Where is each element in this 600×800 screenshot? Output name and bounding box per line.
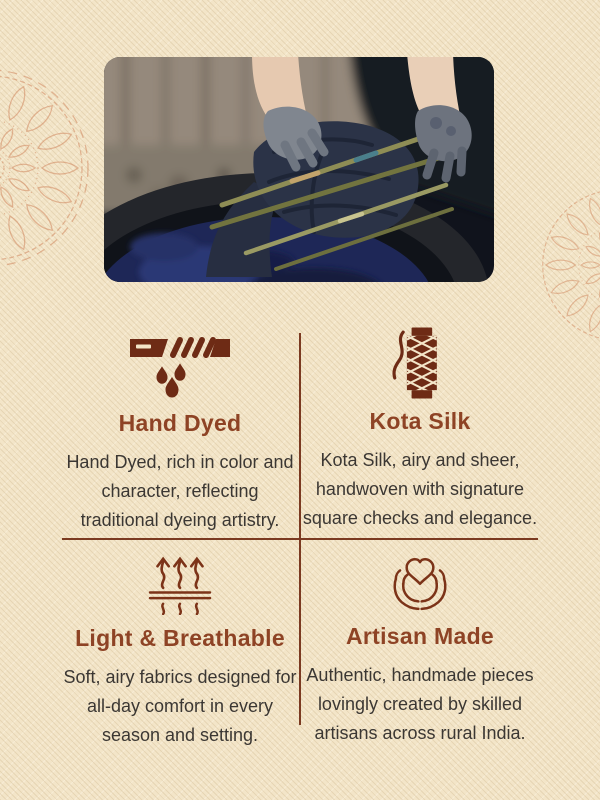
feature-description: Hand Dyed, rich in color and character, reflecting traditional dyeing artistry.	[66, 452, 294, 530]
feature-light-breathable	[60, 555, 300, 750]
feature-title: Artisan Made	[345, 623, 495, 649]
hero-photo	[104, 57, 494, 282]
features-grid	[60, 326, 540, 745]
feature-description: Authentic, handmade pieces lovingly created by skilled artisans across rural India.	[306, 665, 534, 743]
feature-artisan-made	[300, 553, 540, 748]
mandala-ornament-left	[0, 58, 100, 278]
feature-hand-dyed	[60, 330, 300, 535]
feature-description: Soft, airy fabrics designed for all-day comfort in every season and setting.	[63, 667, 297, 745]
feature-description: Kota Silk, airy and sheer, handwoven with signature square checks and elegance.	[302, 450, 538, 528]
feature-title: Hand Dyed	[118, 410, 242, 436]
horizontal-divider	[62, 538, 538, 540]
dye-roll-drops-icon	[128, 330, 232, 400]
feature-title: Light & Breathable	[75, 625, 285, 651]
feature-kota-silk	[300, 328, 540, 533]
hands-heart-icon	[380, 553, 460, 613]
feature-title: Kota Silk	[369, 408, 471, 434]
thread-spool-icon	[391, 328, 449, 398]
breathability-icon	[138, 555, 222, 615]
